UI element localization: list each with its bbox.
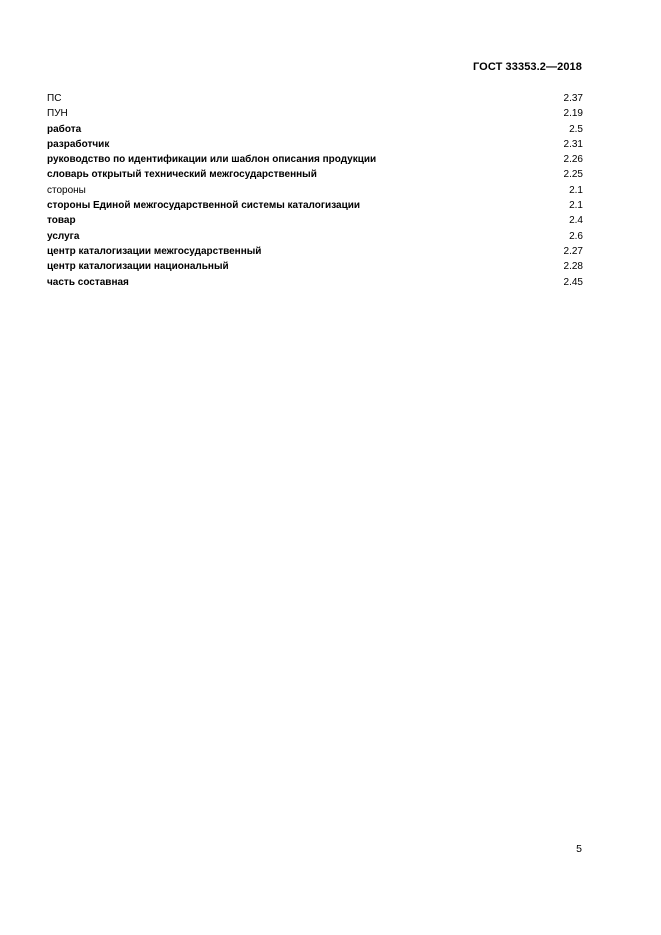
index-term: центр каталогизации межгосударственный <box>47 245 262 257</box>
index-term: часть составная <box>47 276 129 288</box>
index-entry <box>47 137 583 152</box>
index-entry <box>47 244 583 259</box>
index-term: стороны Единой межгосударственной системы каталогизации <box>47 200 361 212</box>
index-term: работа <box>47 123 82 135</box>
index-reference: 2.26 <box>563 154 583 166</box>
index-reference: 2.5 <box>569 123 583 135</box>
index-reference: 2.27 <box>563 245 583 257</box>
term-index-list <box>47 91 583 290</box>
index-entry <box>47 198 583 213</box>
index-reference: 2.4 <box>569 215 583 227</box>
index-reference: 2.28 <box>563 261 583 273</box>
index-term: ПУН <box>47 108 68 120</box>
index-entry <box>47 167 583 182</box>
index-term: товар <box>47 215 76 227</box>
index-entry <box>47 152 583 167</box>
index-entry <box>47 183 583 198</box>
index-entry <box>47 91 583 106</box>
index-reference: 2.31 <box>563 138 583 150</box>
index-reference: 2.25 <box>563 169 583 181</box>
index-entry <box>47 259 583 274</box>
index-entry <box>47 122 583 137</box>
index-entry <box>47 106 583 121</box>
index-entry <box>47 229 583 244</box>
document-standard-number: ГОСТ 33353.2—2018 <box>472 61 582 73</box>
index-reference: 2.1 <box>569 184 583 196</box>
index-entry <box>47 213 583 228</box>
index-reference: 2.45 <box>563 276 583 288</box>
index-term: разработчик <box>47 138 110 150</box>
index-term: стороны <box>47 184 86 196</box>
index-reference: 2.37 <box>563 93 583 104</box>
index-reference: 2.19 <box>563 108 583 120</box>
index-term: услуга <box>47 230 80 242</box>
index-term: центр каталогизации национальный <box>47 261 229 273</box>
index-entry <box>47 275 583 290</box>
index-term: ПС <box>47 93 62 104</box>
index-reference: 2.6 <box>569 230 583 242</box>
page-number: 5 <box>576 843 582 855</box>
index-term: словарь открытый технический межгосударственный <box>47 169 317 181</box>
index-term: руководство по идентификации или шаблон описания продукции <box>47 154 377 166</box>
index-reference: 2.1 <box>569 200 583 212</box>
